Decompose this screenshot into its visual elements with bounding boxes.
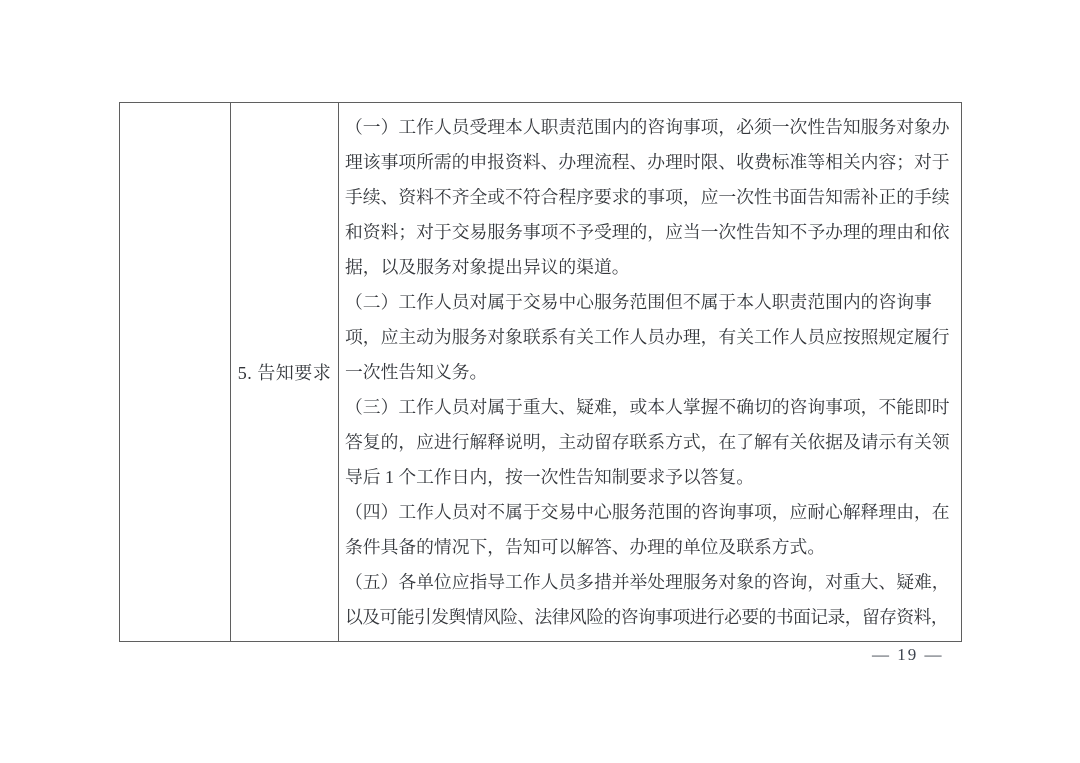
table-cell-item-label [231, 103, 339, 641]
text-line: 条件具备的情况下，告知可以解答、办理的单位及联系方式。 [345, 537, 826, 557]
text-line: （四）工作人员对不属于交易中心服务范围的咨询事项，应耐心解释理由，在 [345, 502, 950, 522]
text-line: 项，应主动为服务对象联系有关工作人员办理，有关工作人员应按照规定履行 [345, 327, 950, 347]
text-line: 答复的，应进行解释说明，主动留存联系方式，在了解有关依据及请示有关领 [345, 432, 950, 452]
text-line: （二）工作人员对属于交易中心服务范围但不属于本人职责范围内的咨询事 [345, 292, 932, 312]
text-line: 一次性告知义务。 [345, 362, 488, 382]
page-number: — 19 — [872, 645, 944, 664]
text-line: 据，以及服务对象提出异议的渠道。 [345, 257, 630, 277]
table-cell-category [120, 103, 231, 641]
text-line: 导后 1 个工作日内，按一次性告知制要求予以答复。 [345, 467, 754, 487]
text-line: 和资料；对于交易服务事项不予受理的，应当一次性告知不予办理的理由和依 [345, 222, 950, 242]
text-line: （一）工作人员受理本人职责范围内的咨询事项，必须一次性告知服务对象办 [345, 117, 950, 137]
text-line: 以及可能引发舆情风险、法律风险的咨询事项进行必要的书面记录，留存资料， [345, 607, 949, 627]
text-line: 手续、资料不齐全或不符合程序要求的事项，应一次性书面告知需补正的手续 [345, 187, 950, 207]
text-line: （五）各单位应指导工作人员多措并举处理服务对象的咨询，对重大、疑难， [345, 572, 950, 592]
requirements-table [119, 102, 962, 642]
text-line: 理该事项所需的申报资料、办理流程、办理时限、收费标准等相关内容；对于 [345, 152, 950, 172]
text-line: （三）工作人员对属于重大、疑难，或本人掌握不确切的咨询事项，不能即时 [345, 397, 950, 417]
item-label: 5. 告知要求 [237, 363, 332, 383]
table-cell-content [339, 103, 961, 641]
